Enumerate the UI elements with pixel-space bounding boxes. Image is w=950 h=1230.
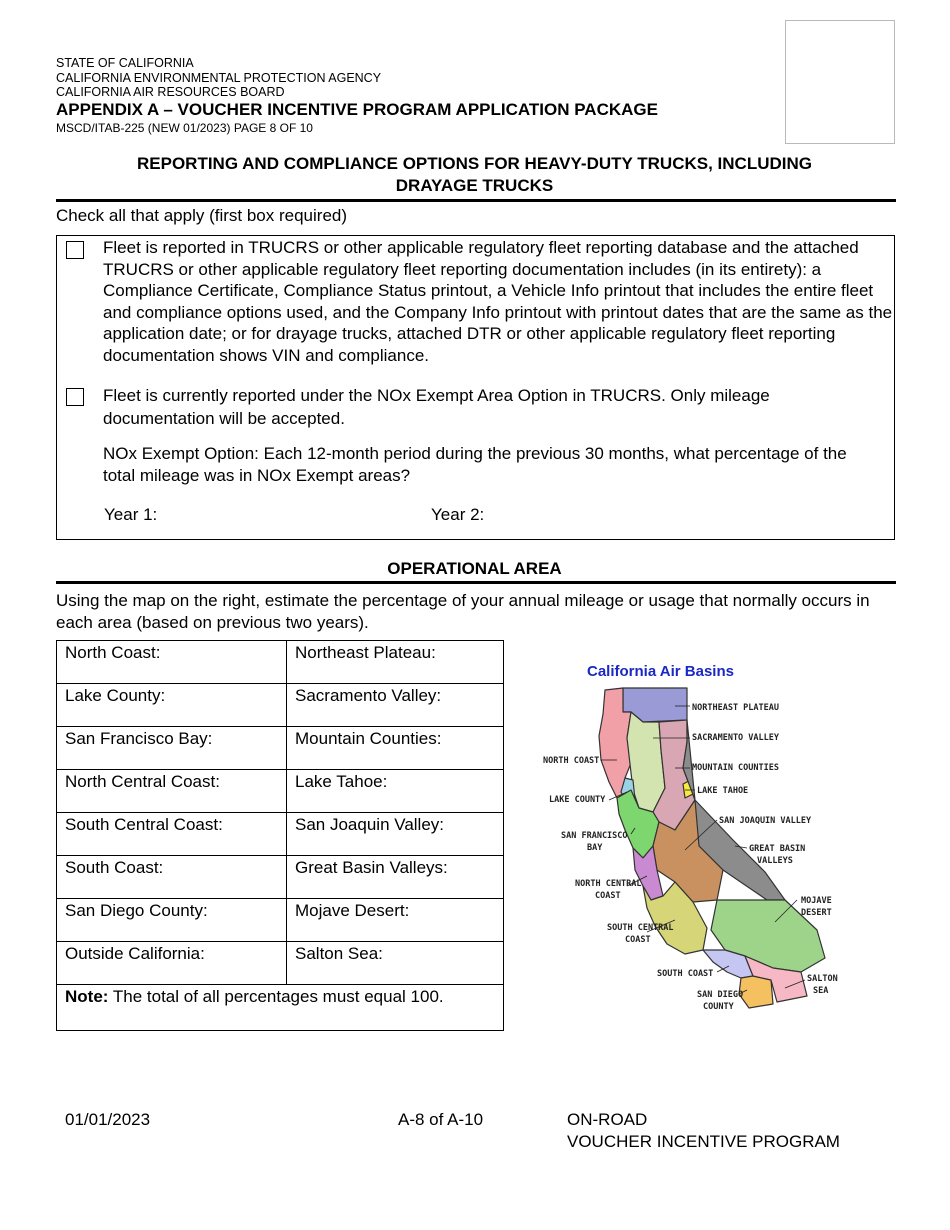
area-cell[interactable]: Sacramento Valley: — [287, 684, 504, 727]
area-cell[interactable]: Northeast Plateau: — [287, 641, 504, 684]
area-cell[interactable]: North Coast: — [57, 641, 287, 684]
note-label: Note: — [65, 987, 109, 1006]
operational-divider — [56, 581, 896, 584]
map-label-salton-2: SEA — [813, 986, 829, 996]
area-cell[interactable]: Mountain Counties: — [287, 727, 504, 770]
map-label-mojave-2: DESERT — [801, 908, 832, 918]
area-cell[interactable]: San Diego County: — [57, 899, 287, 942]
map-label-northeast-plateau: NORTHEAST PLATEAU — [692, 703, 779, 713]
year1-input[interactable] — [168, 504, 418, 528]
footer-page-number: A-8 of A-10 — [398, 1110, 484, 1129]
footer-program-line2: VOUCHER INCENTIVE PROGRAM — [567, 1132, 840, 1151]
area-cell[interactable]: San Francisco Bay: — [57, 727, 287, 770]
table-row — [57, 641, 504, 684]
map-label-san-joaquin: SAN JOAQUIN VALLEY — [719, 816, 812, 826]
option1-text: Fleet is reported in TRUCRS or other applicable regulatory fleet reporting database and the attached TRUCRS or other applicable regulatory fleet reporting documentation includes (in its entirety): a Compliance Certificate, Compliance Status printout, a Vehicle Info printout that includes the entire fleet and compliance options used, and the Company Info printout with printout dates that are the same as the application date; or for drayage trucks, attached DTR or other applicable regulatory fleet reporting documentation shows VIN and compliance. — [103, 238, 893, 365]
map-label-sf-bay-2: BAY — [587, 843, 603, 853]
map-label-sf-bay-1: SAN FRANCISCO — [561, 831, 628, 841]
table-row — [57, 899, 504, 942]
reporting-title-line1: REPORTING AND COMPLIANCE OPTIONS FOR HEAVY-DUTY TRUCKS, INCLUDING — [137, 154, 812, 173]
table-row — [57, 770, 504, 813]
map-label-great-basin-1: GREAT BASIN — [749, 844, 806, 854]
reporting-title-line2: DRAYAGE TRUCKS — [395, 176, 554, 195]
map-label-north-coast: NORTH COAST — [543, 756, 600, 766]
map-label-mojave-1: MOJAVE — [801, 896, 832, 906]
operational-area-title: OPERATIONAL AREA — [387, 559, 562, 578]
header-state: STATE OF CALIFORNIA — [56, 56, 194, 70]
note-cell — [57, 985, 504, 1031]
map-label-south-coast: SOUTH COAST — [657, 969, 714, 979]
nox-question: NOx Exempt Option: Each 12-month period during the previous 30 months, what percentage of the total mileage was in NOx Exempt areas? — [103, 444, 847, 485]
footer-date: 01/01/2023 — [65, 1110, 151, 1129]
header-board: CALIFORNIA AIR RESOURCES BOARD — [56, 85, 285, 99]
table-row — [57, 856, 504, 899]
year2-label: Year 2: — [431, 505, 485, 524]
map-title: California Air Basins — [587, 663, 734, 680]
map-label-san-diego-1: SAN DIEGO — [697, 990, 744, 1000]
operational-instruction: Using the map on the right, estimate the percentage of your annual mileage or usage that normally occurs in each area (based on previous two years). — [56, 591, 870, 632]
map-label-san-diego-2: COUNTY — [703, 1002, 734, 1012]
area-cell[interactable]: Salton Sea: — [287, 942, 504, 985]
table-row — [57, 727, 504, 770]
table-row — [57, 813, 504, 856]
area-cell[interactable]: Great Basin Valleys: — [287, 856, 504, 899]
area-cell[interactable]: South Coast: — [57, 856, 287, 899]
page-title: APPENDIX A – VOUCHER INCENTIVE PROGRAM APPLICATION PACKAGE — [56, 100, 658, 119]
table-row — [57, 684, 504, 727]
option2-text: Fleet is currently reported under the NOx Exempt Area Option in TRUCRS. Only mileage documentation will be accepted. — [103, 386, 770, 428]
map-label-ncc-1: NORTH CENTRAL — [575, 879, 642, 889]
map-label-sacramento-valley: SACRAMENTO VALLEY — [692, 733, 779, 743]
reporting-section-title — [56, 153, 893, 197]
map-label-scc-1: SOUTH CENTRAL — [607, 923, 674, 933]
footer-program — [567, 1109, 840, 1153]
map-label-lake-tahoe: LAKE TAHOE — [697, 786, 749, 796]
note-text: The total of all percentages must equal 100. — [108, 987, 444, 1006]
option2-checkbox[interactable] — [66, 388, 84, 406]
area-cell[interactable]: San Joaquin Valley: — [287, 813, 504, 856]
area-cell[interactable]: Lake Tahoe: — [287, 770, 504, 813]
map-label-great-basin-2: VALLEYS — [757, 856, 793, 866]
header-agency: CALIFORNIA ENVIRONMENTAL PROTECTION AGENCY — [56, 70, 382, 85]
header-agency-block — [56, 56, 381, 100]
area-cell[interactable]: South Central Coast: — [57, 813, 287, 856]
section-divider — [56, 199, 896, 202]
california-air-basins-map — [535, 650, 865, 1020]
stamp-box — [785, 20, 895, 144]
area-cell[interactable]: Mojave Desert: — [287, 899, 504, 942]
area-cell[interactable]: North Central Coast: — [57, 770, 287, 813]
footer-program-line1: ON-ROAD — [567, 1110, 648, 1129]
table-row — [57, 942, 504, 985]
map-label-mountain-counties: MOUNTAIN COUNTIES — [692, 763, 779, 773]
map-label-salton-1: SALTON — [807, 974, 838, 984]
map-label-scc-2: COAST — [625, 935, 651, 945]
map-label-lake-county: LAKE COUNTY — [549, 795, 606, 805]
reporting-instruction: Check all that apply (first box required) — [56, 206, 348, 225]
area-cell[interactable]: Outside California: — [57, 942, 287, 985]
map-label-ncc-2: COAST — [595, 891, 621, 901]
basin-san-diego — [739, 976, 773, 1008]
operational-area-table — [56, 640, 504, 1031]
area-cell[interactable]: Lake County: — [57, 684, 287, 727]
year1-label: Year 1: — [104, 505, 158, 524]
year2-input[interactable] — [495, 504, 745, 528]
form-id: MSCD/ITAB-225 (NEW 01/2023) PAGE 8 OF 10 — [56, 121, 313, 135]
option1-checkbox[interactable] — [66, 241, 84, 259]
